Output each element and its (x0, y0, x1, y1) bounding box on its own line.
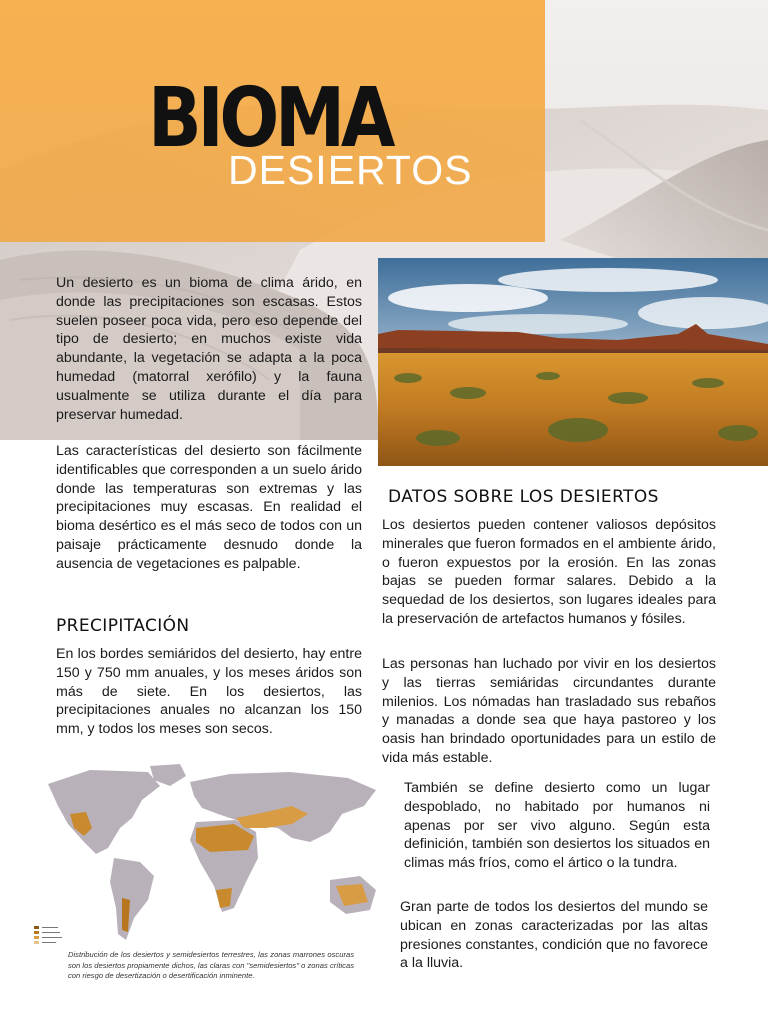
map-north-america (48, 770, 160, 854)
map-caption: Distribución de los desiertos y semidesiertos terrestres, las zonas marrones oscuras son los desiertos propiamente dichos, las claras con "semidesiertos" o zonas críticas con riesgo de desertización o desertificación inminente. (68, 950, 354, 981)
world-desert-map (30, 762, 390, 952)
precipitacion-paragraph: En los bordes semiáridos del desierto, hay entre 150 y 750 mm anuales, y los meses áridos son más de siete. En los desiertos, las precipitaciones anuales no alcanzan los 150 mm, y todos los meses son secos. (56, 646, 362, 738)
datos-paragraph-4: Gran parte de todos los desiertos del mundo se ubican en zonas caracterizadas por las altas presiones constantes, condición que no favorece a la lluvia. (400, 899, 708, 972)
map-legend-swatch-1 (34, 926, 39, 929)
intro-paragraph-1: Un desierto es un bioma de clima árido, en donde las precipitaciones son escasas. Estos suelen poseer poca vida, pero eso depende del tipo de desierto; en muchos existe vida abundante, la vegetación se adapta a la poca humedad (matorral xerófilo) y la fauna usualmente se utiliza durante el día para preservar humedad. (56, 275, 362, 423)
map-south-america (110, 858, 154, 940)
desert-landscape-photo (378, 258, 768, 466)
title-desiertos: DESIERTOS (228, 147, 473, 193)
title-bioma: BIOMA (148, 71, 392, 166)
datos-paragraph-3: También se define desierto como un lugar despoblado, no habitado por humanos ni apenas por ser vivo alguno. Según esta definición, también son desiertos los situados en climas más fríos, como el ártico o la tundra. (404, 780, 710, 872)
datos-heading: DATOS SOBRE LOS DESIERTOS (388, 487, 659, 507)
precipitacion-heading: PRECIPITACIÓN (56, 616, 190, 636)
intro-paragraph-2: Las características del desierto son fácilmente identificables que corresponden a un suelo árido donde las temperaturas son extremas y las precipitaciones muy escasas. En realidad el bioma desértico es el más seco de todos con un paisaje prácticamente desnudo donde la ausencia de vegetaciones es palpable. (56, 443, 362, 572)
datos-paragraph-1: Los desiertos pueden contener valiosos depósitos minerales que fueron formados en el ambiente árido, o fueron expuestos por la erosión. En las zonas bajas se pueden formar salares. Debido a la sequedad de los desiertos, son lugares ideales para la preservación de artefactos humanos y fósiles. (382, 517, 716, 627)
datos-paragraph-2: Las personas han luchado por vivir en los desiertos y las tierras semiáridas circundantes durante milenios. Los nómadas han trasladado sus rebaños y manadas a donde sea que haya pastoreo y los oasis han brindado oportunidades para un estilo de vida más estable. (382, 656, 716, 766)
map-legend-swatch-3 (34, 936, 39, 939)
map-legend-swatch-2 (34, 931, 39, 934)
map-legend-swatch-4 (34, 941, 39, 944)
map-desert-kalahari (216, 888, 232, 908)
